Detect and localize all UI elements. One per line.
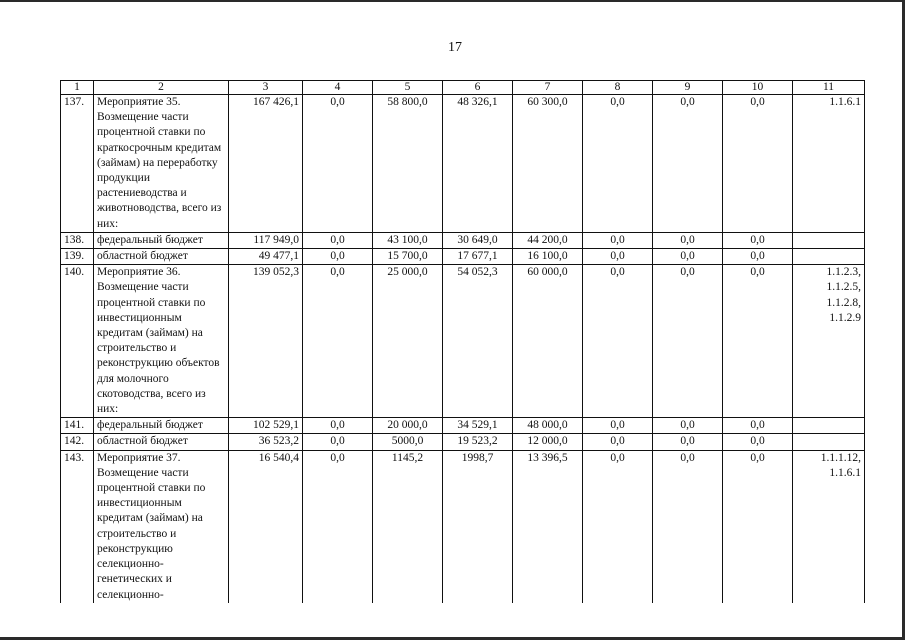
- cell-code: [793, 232, 865, 248]
- col-header: 7: [513, 81, 583, 95]
- col-header: 1: [61, 81, 94, 95]
- row-number: 138.: [61, 232, 94, 248]
- row-number: 141.: [61, 418, 94, 434]
- col-header: 10: [723, 81, 793, 95]
- cell-value: 30 649,0: [443, 232, 513, 248]
- cell-value: 0,0: [653, 434, 723, 450]
- cell-value: 43 100,0: [373, 232, 443, 248]
- cell-value: 0,0: [723, 265, 793, 418]
- cell-code: [793, 434, 865, 450]
- cell-value: 0,0: [583, 249, 653, 265]
- row-number: 143.: [61, 450, 94, 603]
- cell-total: 117 949,0: [229, 232, 303, 248]
- cell-value: 58 800,0: [373, 95, 443, 233]
- col-header: 4: [303, 81, 373, 95]
- cell-value: 0,0: [303, 434, 373, 450]
- col-header: 3: [229, 81, 303, 95]
- table-row: [61, 434, 865, 450]
- row-title: областной бюджет: [94, 434, 229, 450]
- cell-value: 1998,7: [443, 450, 513, 603]
- cell-code: [793, 418, 865, 434]
- cell-code: [793, 249, 865, 265]
- cell-value: 0,0: [723, 418, 793, 434]
- cell-value: 25 000,0: [373, 265, 443, 418]
- cell-value: 48 326,1: [443, 95, 513, 233]
- cell-value: 5000,0: [373, 434, 443, 450]
- table-row: [61, 95, 865, 233]
- cell-value: 0,0: [303, 450, 373, 603]
- cell-value: 0,0: [723, 232, 793, 248]
- column-header-row: [61, 81, 865, 95]
- table-row: [61, 249, 865, 265]
- cell-value: 0,0: [583, 450, 653, 603]
- cell-value: 0,0: [583, 232, 653, 248]
- cell-value: 16 100,0: [513, 249, 583, 265]
- cell-value: 0,0: [583, 434, 653, 450]
- cell-value: 12 000,0: [513, 434, 583, 450]
- cell-value: 0,0: [653, 232, 723, 248]
- cell-value: 0,0: [653, 450, 723, 603]
- cell-value: 0,0: [653, 95, 723, 233]
- cell-value: 0,0: [303, 232, 373, 248]
- cell-code: 1.1.6.1: [793, 95, 865, 233]
- col-header: 5: [373, 81, 443, 95]
- cell-value: 44 200,0: [513, 232, 583, 248]
- cell-total: 167 426,1: [229, 95, 303, 233]
- row-number: 139.: [61, 249, 94, 265]
- cell-value: 1145,2: [373, 450, 443, 603]
- col-header: 9: [653, 81, 723, 95]
- row-title: областной бюджет: [94, 249, 229, 265]
- row-title: Мероприятие 35. Возмещение части процентной ставки по краткосрочным кредитам (займам) на переработку продукции растениеводства и животноводства, всего из них:: [94, 95, 229, 233]
- cell-total: 49 477,1: [229, 249, 303, 265]
- row-number: 142.: [61, 434, 94, 450]
- col-header: 2: [94, 81, 229, 95]
- cell-value: 17 677,1: [443, 249, 513, 265]
- row-title: Мероприятие 36. Возмещение части процентной ставки по инвестиционным кредитам (займам) на строительство и реконструкцию объектов для молочного скотоводства, всего из них:: [94, 265, 229, 418]
- cell-total: 16 540,4: [229, 450, 303, 603]
- cell-code: 1.1.1.12, 1.1.6.1: [793, 450, 865, 603]
- col-header: 11: [793, 81, 865, 95]
- cell-value: 48 000,0: [513, 418, 583, 434]
- cell-value: 19 523,2: [443, 434, 513, 450]
- table-row: [61, 265, 865, 418]
- cell-total: 139 052,3: [229, 265, 303, 418]
- cell-value: 0,0: [653, 249, 723, 265]
- table-row: [61, 418, 865, 434]
- table-row: [61, 450, 865, 603]
- row-number: 137.: [61, 95, 94, 233]
- cell-value: 0,0: [303, 418, 373, 434]
- table-row: [61, 232, 865, 248]
- cell-value: 0,0: [303, 95, 373, 233]
- cell-value: 13 396,5: [513, 450, 583, 603]
- cell-value: 0,0: [723, 249, 793, 265]
- cell-value: 60 300,0: [513, 95, 583, 233]
- cell-value: 34 529,1: [443, 418, 513, 434]
- cell-value: 54 052,3: [443, 265, 513, 418]
- scan-edge-top: [0, 0, 905, 2]
- row-title: Мероприятие 37. Возмещение части процентной ставки по инвестиционным кредитам (займам) на строительство и реконструкцию селекционно-генетических и селекционно-: [94, 450, 229, 603]
- cell-value: 0,0: [303, 265, 373, 418]
- cell-total: 36 523,2: [229, 434, 303, 450]
- cell-value: 20 000,0: [373, 418, 443, 434]
- cell-value: 0,0: [653, 265, 723, 418]
- page-number: 17: [448, 40, 462, 55]
- cell-value: 15 700,0: [373, 249, 443, 265]
- cell-total: 102 529,1: [229, 418, 303, 434]
- cell-value: 60 000,0: [513, 265, 583, 418]
- cell-code: 1.1.2.3, 1.1.2.5, 1.1.2.8, 1.1.2.9: [793, 265, 865, 418]
- col-header: 6: [443, 81, 513, 95]
- cell-value: 0,0: [583, 265, 653, 418]
- cell-value: 0,0: [583, 95, 653, 233]
- budget-table: [60, 80, 865, 603]
- cell-value: 0,0: [723, 450, 793, 603]
- row-number: 140.: [61, 265, 94, 418]
- cell-value: 0,0: [723, 95, 793, 233]
- col-header: 8: [583, 81, 653, 95]
- cell-value: 0,0: [653, 418, 723, 434]
- row-title: федеральный бюджет: [94, 232, 229, 248]
- cell-value: 0,0: [583, 418, 653, 434]
- row-title: федеральный бюджет: [94, 418, 229, 434]
- cell-value: 0,0: [303, 249, 373, 265]
- cell-value: 0,0: [723, 434, 793, 450]
